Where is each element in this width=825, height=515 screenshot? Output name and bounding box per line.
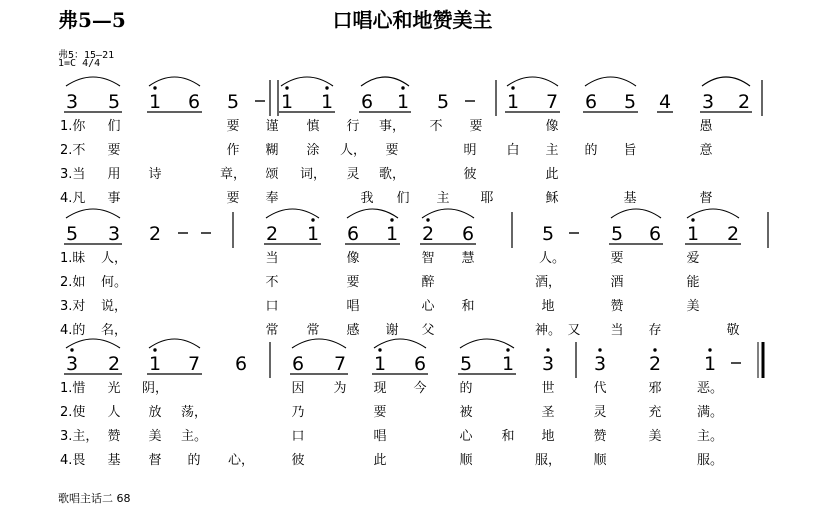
lyric-syllable: 颂	[265, 167, 279, 182]
slur-mark	[66, 209, 120, 218]
octave-dot-above	[653, 348, 656, 351]
lyric-syllable: 又	[567, 323, 581, 338]
lyric-syllable: 旨	[623, 143, 637, 158]
slur-mark	[422, 209, 474, 218]
slur-mark	[292, 339, 346, 348]
lyric-syllable: 心	[459, 429, 473, 444]
lyric-syllable: 服，	[534, 453, 562, 468]
lyric-syllable: 酒	[610, 275, 624, 290]
lyric-syllable: 们	[107, 119, 121, 134]
lyric-syllable: 名，	[100, 323, 128, 338]
note-digit: 6	[360, 91, 374, 113]
lyric-syllable: 不	[429, 119, 443, 134]
note-digit: 2	[421, 223, 435, 245]
note-digit: 1	[506, 91, 520, 113]
note-digit: 5	[623, 91, 637, 113]
note-digit: 2	[107, 353, 121, 375]
note-digit: 3	[65, 353, 79, 375]
note-digit: 2	[737, 91, 751, 113]
lyric-syllable: 的	[187, 453, 201, 468]
note-digit: 1	[280, 91, 294, 113]
note-digit: 1	[686, 223, 700, 245]
lyric-syllable: 敬	[726, 323, 740, 338]
octave-dot-above	[426, 218, 429, 221]
lyric-syllable: 恶。	[696, 381, 724, 396]
lyric-syllable: 2.不	[60, 143, 86, 158]
lyric-syllable: 口	[291, 429, 305, 444]
lyric-syllable: 常	[265, 323, 279, 338]
note-digit: 2	[726, 223, 740, 245]
lyric-syllable: 要	[610, 251, 624, 266]
octave-dot-above	[598, 348, 601, 351]
slur-mark	[507, 77, 558, 86]
note-digit: 1	[320, 91, 334, 113]
lyric-syllable: 愚	[699, 119, 713, 134]
lyric-syllable: 意	[699, 143, 713, 158]
lyric-syllable: 4.畏	[60, 453, 86, 468]
octave-dot-above	[506, 348, 509, 351]
lyric-syllable: 何。	[100, 275, 128, 290]
lyric-syllable: 章，	[219, 167, 247, 182]
octave-dot-above	[325, 86, 328, 89]
lyric-syllable: 要	[346, 275, 360, 290]
note-digit: 5	[541, 223, 555, 245]
lyric-syllable: 3.主，	[60, 429, 99, 444]
scripture-reference: 弗5：15—21	[58, 50, 115, 61]
octave-dot-above	[153, 348, 156, 351]
lyric-syllable: 要	[107, 143, 121, 158]
lyric-syllable: 4.凡	[60, 191, 86, 206]
note-digit: 6	[461, 223, 475, 245]
lyric-syllable: 耶	[480, 191, 494, 206]
lyric-syllable: 光	[107, 381, 121, 396]
slur-mark	[460, 339, 514, 348]
lyric-syllable: 我	[360, 191, 374, 206]
note-digit: 1	[501, 353, 515, 375]
note-digit: 4	[658, 91, 672, 113]
slur-mark	[374, 339, 426, 348]
octave-dot-above	[378, 348, 381, 351]
lyric-syllable: 奉	[265, 191, 279, 206]
lyric-syllable: 现	[373, 381, 387, 396]
octave-dot-above	[511, 86, 514, 89]
lyric-syllable: 1.昧	[60, 251, 86, 266]
note-digit: 1	[148, 91, 162, 113]
lyric-syllable: 主。	[180, 429, 208, 444]
lyric-syllable: 明	[463, 143, 477, 158]
lyric-syllable: 唱	[346, 299, 360, 314]
lyric-syllable: 谢	[385, 323, 399, 338]
lyric-syllable: 父	[421, 323, 435, 338]
lyric-syllable: 因	[291, 381, 305, 396]
slur-mark	[361, 77, 409, 86]
slur-mark	[347, 209, 398, 218]
note-digit: 7	[187, 353, 201, 375]
slur-mark	[281, 77, 333, 86]
lyric-syllable: 存	[648, 323, 662, 338]
lyric-syllable: 被	[459, 405, 473, 420]
lyric-syllable: 白	[506, 143, 520, 158]
lyric-syllable: 智	[421, 251, 435, 266]
lyric-syllable: 主	[436, 191, 450, 206]
octave-dot-above	[691, 218, 694, 221]
lyric-syllable: 要	[385, 143, 399, 158]
note-digit: 3	[701, 91, 715, 113]
lyric-syllable: 常	[306, 323, 320, 338]
octave-dot-above	[70, 348, 73, 351]
note-digit: 6	[413, 353, 427, 375]
note-digit: 1	[396, 91, 410, 113]
lyric-syllable: 当	[265, 251, 279, 266]
lyric-syllable: 此	[373, 453, 387, 468]
note-digit: 7	[333, 353, 347, 375]
slur-mark	[702, 77, 750, 86]
lyric-syllable: 圣	[541, 405, 555, 420]
lyric-syllable: 督	[699, 191, 713, 206]
lyric-syllable: 涂	[306, 143, 320, 158]
lyric-syllable: 糊	[265, 143, 279, 158]
octave-dot-above	[401, 86, 404, 89]
note-digit: 5	[459, 353, 473, 375]
lyric-syllable: 谨	[265, 119, 279, 134]
lyric-syllable: 3.当	[60, 167, 86, 182]
slur-mark	[266, 209, 319, 218]
lyric-syllable: 服。	[696, 453, 724, 468]
lyric-syllable: 的	[584, 143, 598, 158]
lyric-syllable: 爱	[686, 251, 700, 266]
lyric-syllable: 当	[610, 323, 624, 338]
note-digit: 2	[148, 223, 162, 245]
lyric-syllable: 人	[107, 405, 121, 420]
note-digit: 6	[584, 91, 598, 113]
note-digit: 6	[346, 223, 360, 245]
song-title: 口唱心和地赞美主	[332, 8, 493, 32]
note-digit: 5	[610, 223, 624, 245]
note-digit: 2	[648, 353, 662, 375]
lyric-syllable: 稣	[545, 191, 559, 206]
lyric-syllable: 为	[333, 381, 347, 396]
lyric-syllable: 主	[545, 143, 559, 158]
lyric-syllable: 灵	[593, 405, 607, 420]
lyric-syllable: 彼	[463, 167, 477, 182]
note-digit: 1	[306, 223, 320, 245]
lyric-syllable: 荡，	[180, 405, 208, 420]
lyric-syllable: 地	[541, 429, 555, 444]
note-digit: 5	[226, 91, 240, 113]
lyric-syllable: 神。	[534, 323, 562, 338]
lyric-syllable: 灵	[346, 167, 360, 182]
lyric-syllable: 彼	[291, 453, 305, 468]
lyric-syllable: 赞	[593, 429, 607, 444]
note-digit: 1	[385, 223, 399, 245]
lyric-syllable: 1.惜	[60, 381, 86, 396]
lyric-syllable: 和	[501, 429, 515, 444]
lyric-syllable: 乃	[291, 405, 305, 420]
lyric-syllable: 满。	[696, 405, 724, 420]
footer-source: 歌唱主话二 68	[58, 492, 131, 505]
lyric-syllable: 督	[148, 453, 162, 468]
slur-mark	[66, 339, 120, 348]
lyric-syllable: 口	[265, 299, 279, 314]
octave-dot-above	[390, 218, 393, 221]
lyric-syllable: 心，	[227, 453, 255, 468]
lyric-syllable: 要	[373, 405, 387, 420]
lyric-syllable: 赞	[107, 429, 121, 444]
note-digit: 5	[65, 223, 79, 245]
lyric-syllable: 基	[623, 191, 637, 206]
slur-mark	[687, 209, 739, 218]
lyric-syllable: 顺	[593, 453, 607, 468]
lyric-syllable: 要	[469, 119, 483, 134]
octave-dot-above	[311, 218, 314, 221]
lyric-syllable: 1.你	[60, 119, 86, 134]
lyric-syllable: 事	[107, 191, 121, 206]
octave-dot-above	[546, 348, 549, 351]
octave-dot-above	[153, 86, 156, 89]
lyric-syllable: 顺	[459, 453, 473, 468]
lyric-syllable: 世	[541, 381, 555, 396]
lyric-syllable: 人。	[538, 251, 566, 266]
note-digit: 6	[187, 91, 201, 113]
lyric-syllable: 酒，	[534, 275, 562, 290]
lyric-syllable: 地	[541, 299, 555, 314]
lyric-syllable: 美	[148, 429, 162, 444]
note-digit: 3	[593, 353, 607, 375]
note-digit: 6	[648, 223, 662, 245]
lyric-syllable: 醉	[421, 275, 435, 290]
note-digit: 6	[234, 353, 248, 375]
lyric-syllable: 人，	[100, 251, 128, 266]
lyric-syllable: 用	[107, 167, 121, 182]
note-digit: 6	[291, 353, 305, 375]
lyric-syllable: 的	[459, 381, 473, 396]
lyric-syllable: 阴，	[141, 381, 169, 396]
note-digit: 5	[107, 91, 121, 113]
note-digit: 2	[265, 223, 279, 245]
hymn-number: 弗5—5	[58, 8, 126, 32]
note-digit: 1	[703, 353, 717, 375]
slur-mark	[149, 339, 200, 348]
lyric-syllable: 唱	[373, 429, 387, 444]
note-digit: 1	[148, 353, 162, 375]
note-digit: 5	[436, 91, 450, 113]
lyric-syllable: 2.使	[60, 405, 86, 420]
lyric-syllable: 词，	[299, 167, 327, 182]
lyric-syllable: 事，	[378, 119, 406, 134]
lyric-syllable: 感	[346, 323, 360, 338]
slur-mark	[611, 209, 661, 218]
lyric-syllable: 心	[421, 299, 435, 314]
lyric-syllable: 说，	[100, 299, 128, 314]
lyric-syllable: 要	[226, 119, 240, 134]
lyric-syllable: 不	[265, 275, 279, 290]
lyric-syllable: 要	[226, 191, 240, 206]
lyric-syllable: 美	[686, 299, 700, 314]
lyric-syllable: 主。	[696, 429, 724, 444]
lyric-syllable: 放	[148, 405, 162, 420]
lyric-syllable: 今	[413, 381, 427, 396]
note-digit: 3	[107, 223, 121, 245]
slur-mark	[149, 77, 200, 86]
lyric-syllable: 像	[545, 119, 559, 134]
key-signature: 1=C 4/4	[58, 58, 101, 69]
lyric-syllable: 3.对	[60, 299, 86, 314]
octave-dot-above	[708, 348, 711, 351]
lyric-syllable: 基	[107, 453, 121, 468]
lyric-syllable: 和	[461, 299, 475, 314]
lyric-syllable: 人，	[339, 143, 367, 158]
lyric-syllable: 能	[686, 275, 700, 290]
lyric-syllable: 行	[346, 119, 360, 134]
slur-mark	[66, 77, 120, 86]
lyric-syllable: 充	[648, 405, 662, 420]
lyric-syllable: 诗	[148, 167, 162, 182]
lyric-syllable: 邪	[648, 381, 662, 396]
lyric-syllable: 4.的	[60, 323, 86, 338]
lyric-syllable: 歌，	[378, 167, 406, 182]
note-digit: 1	[373, 353, 387, 375]
lyric-syllable: 慎	[306, 119, 320, 134]
lyric-syllable: 像	[346, 251, 360, 266]
slur-mark	[585, 77, 636, 86]
lyric-syllable: 代	[593, 381, 607, 396]
lyric-syllable: 美	[648, 429, 662, 444]
lyric-syllable: 此	[545, 167, 559, 182]
octave-dot-above	[285, 86, 288, 89]
note-digit: 3	[541, 353, 555, 375]
lyric-syllable: 慧	[461, 251, 475, 266]
lyric-syllable: 们	[396, 191, 410, 206]
lyric-syllable: 2.如	[60, 275, 86, 290]
lyric-syllable: 作	[226, 143, 240, 158]
lyric-syllable: 赞	[610, 299, 624, 314]
note-digit: 7	[545, 91, 559, 113]
note-digit: 3	[65, 91, 79, 113]
